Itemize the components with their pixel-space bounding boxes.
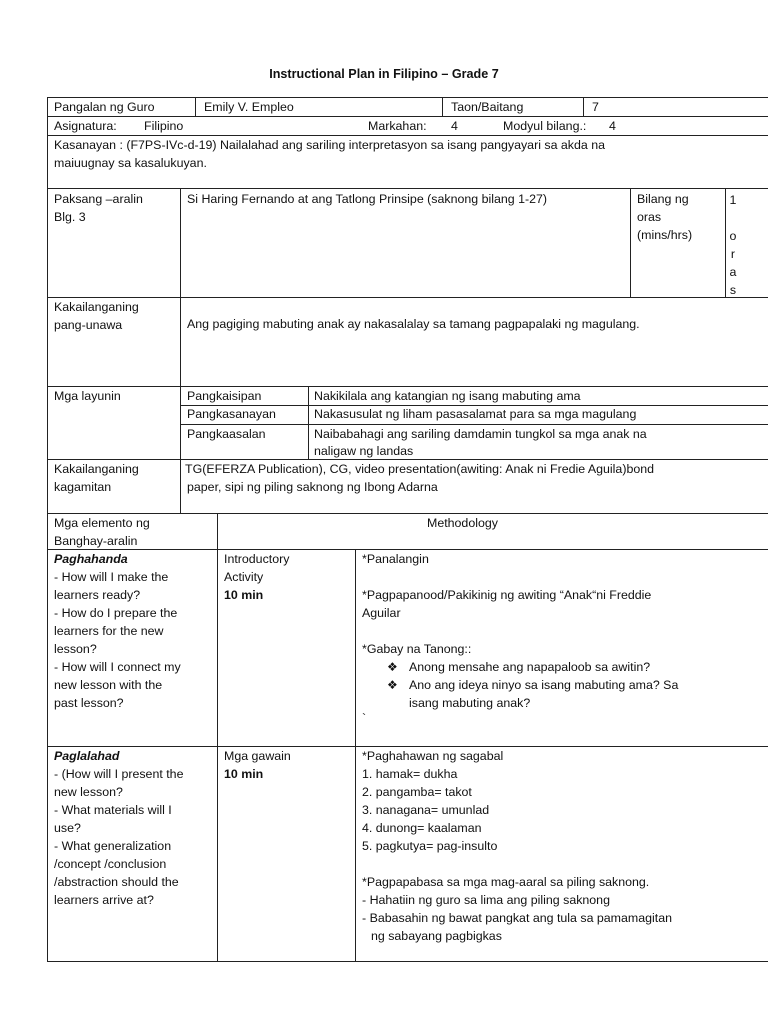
teacher-name: Emily V. Empleo	[204, 100, 294, 114]
vocabulary-title: *Paghahawan ng sagabal	[362, 749, 504, 763]
topic-label-line-1: Paksang –aralin	[54, 192, 143, 206]
materials-label-line-1: Kakailanganing	[54, 462, 139, 476]
preparation-question: - How do I prepare the	[54, 606, 178, 620]
vocabulary-item: 4. dunong= kaalaman	[362, 821, 482, 835]
elements-label-line-1: Mga elemento ng	[54, 516, 150, 530]
hours-label-line-3: (mins/hrs)	[637, 228, 693, 242]
preparation-question: past lesson?	[54, 696, 124, 710]
preparation-question: lesson?	[54, 642, 97, 656]
understanding-value: Ang pagiging mabuting anak ay nakasalalay sa tamang pagpapalaki ng magulang.	[187, 317, 640, 331]
competency-line-2: maiuugnay sa kasalukuyan.	[54, 156, 207, 170]
hours-value-char: s	[729, 283, 737, 297]
guide-question-item-continuation: isang mabuting anak?	[409, 696, 531, 710]
presentation-duration: 10 min	[224, 767, 264, 781]
quarter-value: 4	[451, 119, 458, 133]
preparation-question: learners ready?	[54, 588, 141, 602]
stray-mark: `	[362, 711, 367, 725]
vocabulary-item: 1. hamak= dukha	[362, 767, 458, 781]
preparation-question: learners for the new	[54, 624, 164, 638]
preparation-activity-line-2: Activity	[224, 570, 264, 584]
vocabulary-item: 3. nanagana= umunlad	[362, 803, 490, 817]
topic-value: Si Haring Fernando at ang Tatlong Prinsipe (saknong bilang 1-27)	[187, 192, 548, 206]
header-table-teacher-row	[47, 97, 768, 117]
presentation-title: Paglalahad	[54, 749, 120, 763]
quarter-label: Markahan:	[368, 119, 427, 133]
materials-line-2: paper, sipi ng piling saknong ng Ibong Adarna	[187, 480, 438, 494]
objective-text-cognitive: Nakikilala ang katangian ng isang mabuting ama	[314, 389, 581, 403]
song-step-line-2: Aguilar	[362, 606, 401, 620]
reading-step: *Pagpapabasa sa mga mag-aaral sa piling saknong.	[362, 875, 650, 889]
preparation-title: Paghahanda	[54, 552, 128, 566]
reading-substep-continuation: ng sabayang pagbigkas	[371, 929, 502, 943]
module-label: Modyul bilang.:	[503, 119, 587, 133]
grade-label: Taon/Baitang	[451, 100, 524, 114]
subject-value: Filipino	[144, 119, 184, 133]
objective-text-skill: Nakasusulat ng liham pasasalamat para sa mga magulang	[314, 407, 637, 421]
objective-text-affective-line-1: Naibabahagi ang sariling damdamin tungkol sa mga anak na	[314, 427, 647, 441]
teacher-label: Pangalan ng Guro	[54, 100, 155, 114]
diamond-bullet-icon: ❖	[387, 678, 398, 692]
understanding-label-line-1: Kakailanganing	[54, 300, 139, 314]
topic-label-line-2: Blg. 3	[54, 210, 86, 224]
hours-value-char: a	[729, 265, 737, 279]
presentation-question: - (How will I present the	[54, 767, 184, 781]
materials-label-line-2: kagamitan	[54, 480, 112, 494]
objectives-label: Mga layunin	[54, 389, 121, 403]
grade-value: 7	[592, 100, 599, 114]
understanding-row	[47, 297, 768, 387]
elements-header-row	[47, 513, 768, 550]
vocabulary-item: 5. pagkutya= pag-insulto	[362, 839, 498, 853]
preparation-duration: 10 min	[224, 588, 264, 602]
presentation-question: /concept /conclusion	[54, 857, 167, 871]
vocabulary-item: 2. pangamba= takot	[362, 785, 472, 799]
presentation-question: - What materials will I	[54, 803, 172, 817]
module-value: 4	[609, 119, 616, 133]
hours-label-line-1: Bilang ng	[637, 192, 689, 206]
prayer-step: *Panalangin	[362, 552, 429, 566]
materials-line-1: TG(EFERZA Publication), CG, video presentation(awiting: Anak ni Fredie Aguila)bond	[185, 462, 655, 476]
objective-domain-cognitive: Pangkaisipan	[187, 389, 262, 403]
preparation-question: - How will I make the	[54, 570, 169, 584]
objective-domain-affective: Pangkaasalan	[187, 427, 266, 441]
elements-label-line-2: Banghay-aralin	[54, 534, 138, 548]
hours-value-char: r	[730, 247, 736, 261]
methodology-heading: Methodology	[427, 516, 498, 530]
preparation-question: new lesson with the	[54, 678, 163, 692]
hours-label-line-2: oras	[637, 210, 662, 224]
presentation-question: use?	[54, 821, 81, 835]
understanding-label-line-2: pang-unawa	[54, 318, 123, 332]
guide-questions-title: *Gabay na Tanong::	[362, 642, 472, 656]
reading-substep: - Hahatiin ng guro sa lima ang piling saknong	[362, 893, 610, 907]
preparation-question: - How will I connect my	[54, 660, 181, 674]
objective-domain-skill: Pangkasanayan	[187, 407, 276, 421]
document-title: Instructional Plan in Filipino – Grade 7	[269, 67, 499, 81]
objective-text-affective-line-2: naligaw ng landas	[314, 444, 414, 458]
presentation-question: /abstraction should the	[54, 875, 179, 889]
presentation-question: - What generalization	[54, 839, 172, 853]
preparation-activity-line-1: Introductory	[224, 552, 290, 566]
presentation-question: learners arrive at?	[54, 893, 154, 907]
hours-value-char: o	[729, 229, 737, 243]
diamond-bullet-icon: ❖	[387, 660, 398, 674]
hours-value-char: 1	[729, 193, 737, 207]
subject-label: Asignatura:	[54, 119, 117, 133]
presentation-activity: Mga gawain	[224, 749, 291, 763]
reading-substep: - Babasahin ng bawat pangkat ang tula sa pamamagitan	[362, 911, 672, 925]
presentation-question: new lesson?	[54, 785, 123, 799]
song-step-line-1: *Pagpapanood/Pakikinig ng awiting “Anak“ni Freddie	[362, 588, 652, 602]
competency-line-1: Kasanayan : (F7PS-IVc-d-19) Nailalahad ang sariling interpretasyon sa isang pangyayari sa akda na	[54, 138, 606, 152]
